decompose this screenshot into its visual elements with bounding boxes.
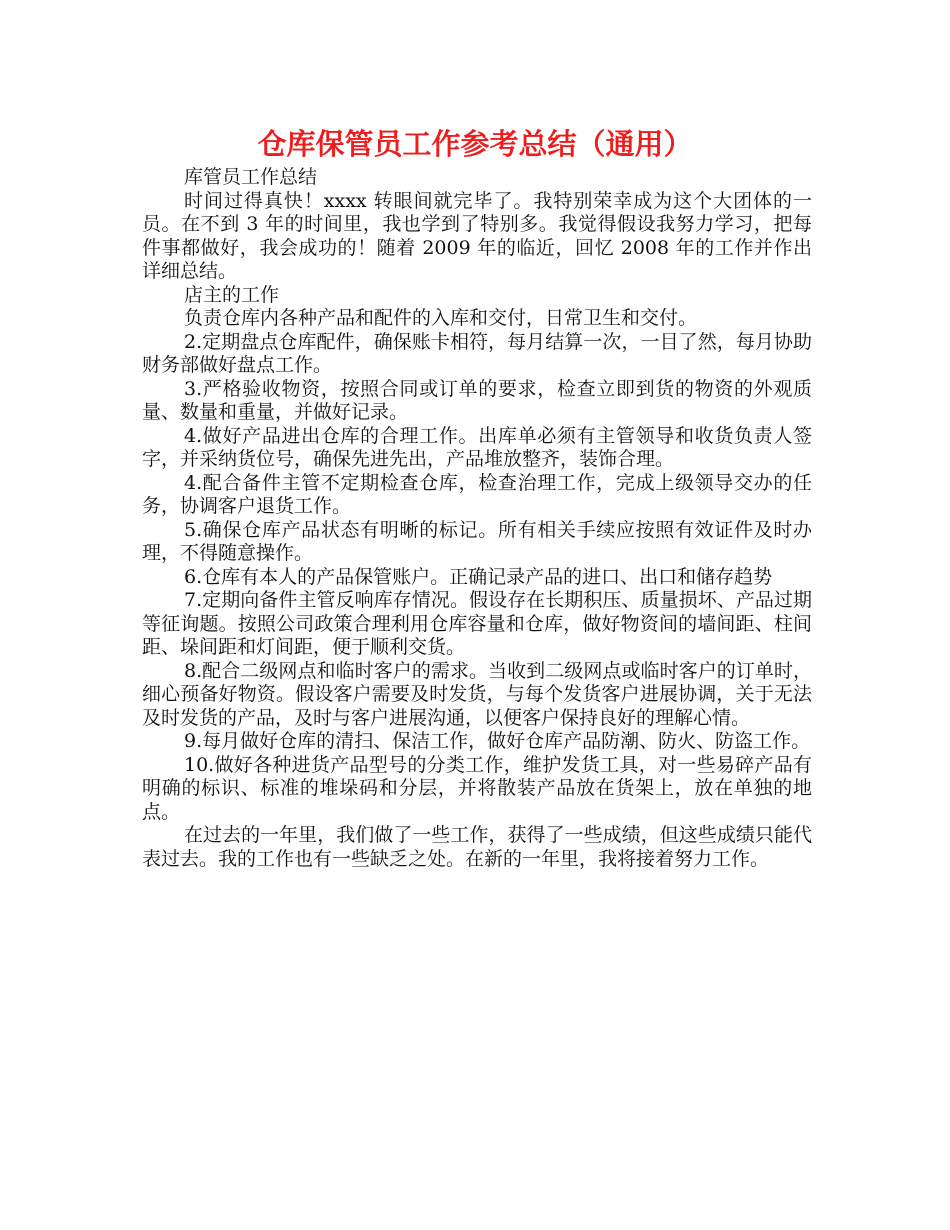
document-body [142,166,812,871]
paragraph-heading: 库管员工作总结 [184,166,318,188]
document-title: 仓库保管员工作参考总结（通用） [257,127,693,161]
paragraph-item: 8.配合二级网点和临时客户的需求。当收到二级网点或临时客户的订单时，细心预备好物资。假设客户需要及时发货，与每个发货客户进展协调，关于无法及时发货的产品，及时与客户进展沟通，以便客户保持良好的理解心情。 [142,659,812,729]
paragraph-conclusion: 在过去的一年里，我们做了一些工作，获得了一些成绩，但这些成绩只能代表过去。我的工作也有一些缺乏之处。在新的一年里，我将接着努力工作。 [142,824,812,870]
paragraph-item: 4.配合备件主管不定期检查仓库，检查治理工作，完成上级领导交办的任务，协调客户退货工作。 [142,471,812,517]
paragraph-item: 5.确保仓库产品状态有明晰的标记。所有相关手续应按照有效证件及时办理，不得随意操作。 [142,518,812,564]
paragraph-item: 2.定期盘点仓库配件，确保账卡相符，每月结算一次，一目了然，每月协助财务部做好盘点工作。 [142,330,812,376]
paragraph-item: 3.严格验收物资，按照合同或订单的要求，检查立即到货的物资的外观质量、数量和重量，并做好记录。 [142,377,812,423]
paragraph-item: 9.每月做好仓库的清扫、保洁工作，做好仓库产品防潮、防火、防盗工作。 [184,730,811,752]
paragraph-section-heading: 店主的工作 [184,283,280,306]
paragraph-item: 4.做好产品进出仓库的合理工作。出库单必须有主管领导和收货负责人签字，并采纳货位号，确保先进先出，产品堆放整齐，装饰合理。 [142,424,812,470]
paragraph-item: 7.定期向备件主管反响库存情况。假设存在长期积压、质量损坏、产品过期等征询题。按照公司政策合理利用仓库容量和仓库，做好物资间的墙间距、柱间距、垛间距和灯间距，便于顺利交货。 [142,589,812,658]
paragraph-intro: 时间过得真快！xxxx 转眼间就完毕了。我特别荣幸成为这个大团体的一员。在不到 3 年的时间里，我也学到了特别多。我觉得假设我努力学习，把每件事都做好，我会成功的！随着 2009 年的临近，回忆 2008 年的工作并作出详细总结。 [142,189,812,282]
paragraph-item: 负责仓库内各种产品和配件的入库和交付，日常卫生和交付。 [184,307,698,329]
paragraph-item: 10.做好各种进货产品型号的分类工作，维护发货工具，对一些易碎产品有明确的标识、标准的堆垛码和分层，并将散装产品放在货架上，放在单独的地点。 [142,753,812,823]
paragraph-item: 6.仓库有本人的产品保管账户。正确记录产品的进口、出口和储存趋势 [184,565,773,588]
